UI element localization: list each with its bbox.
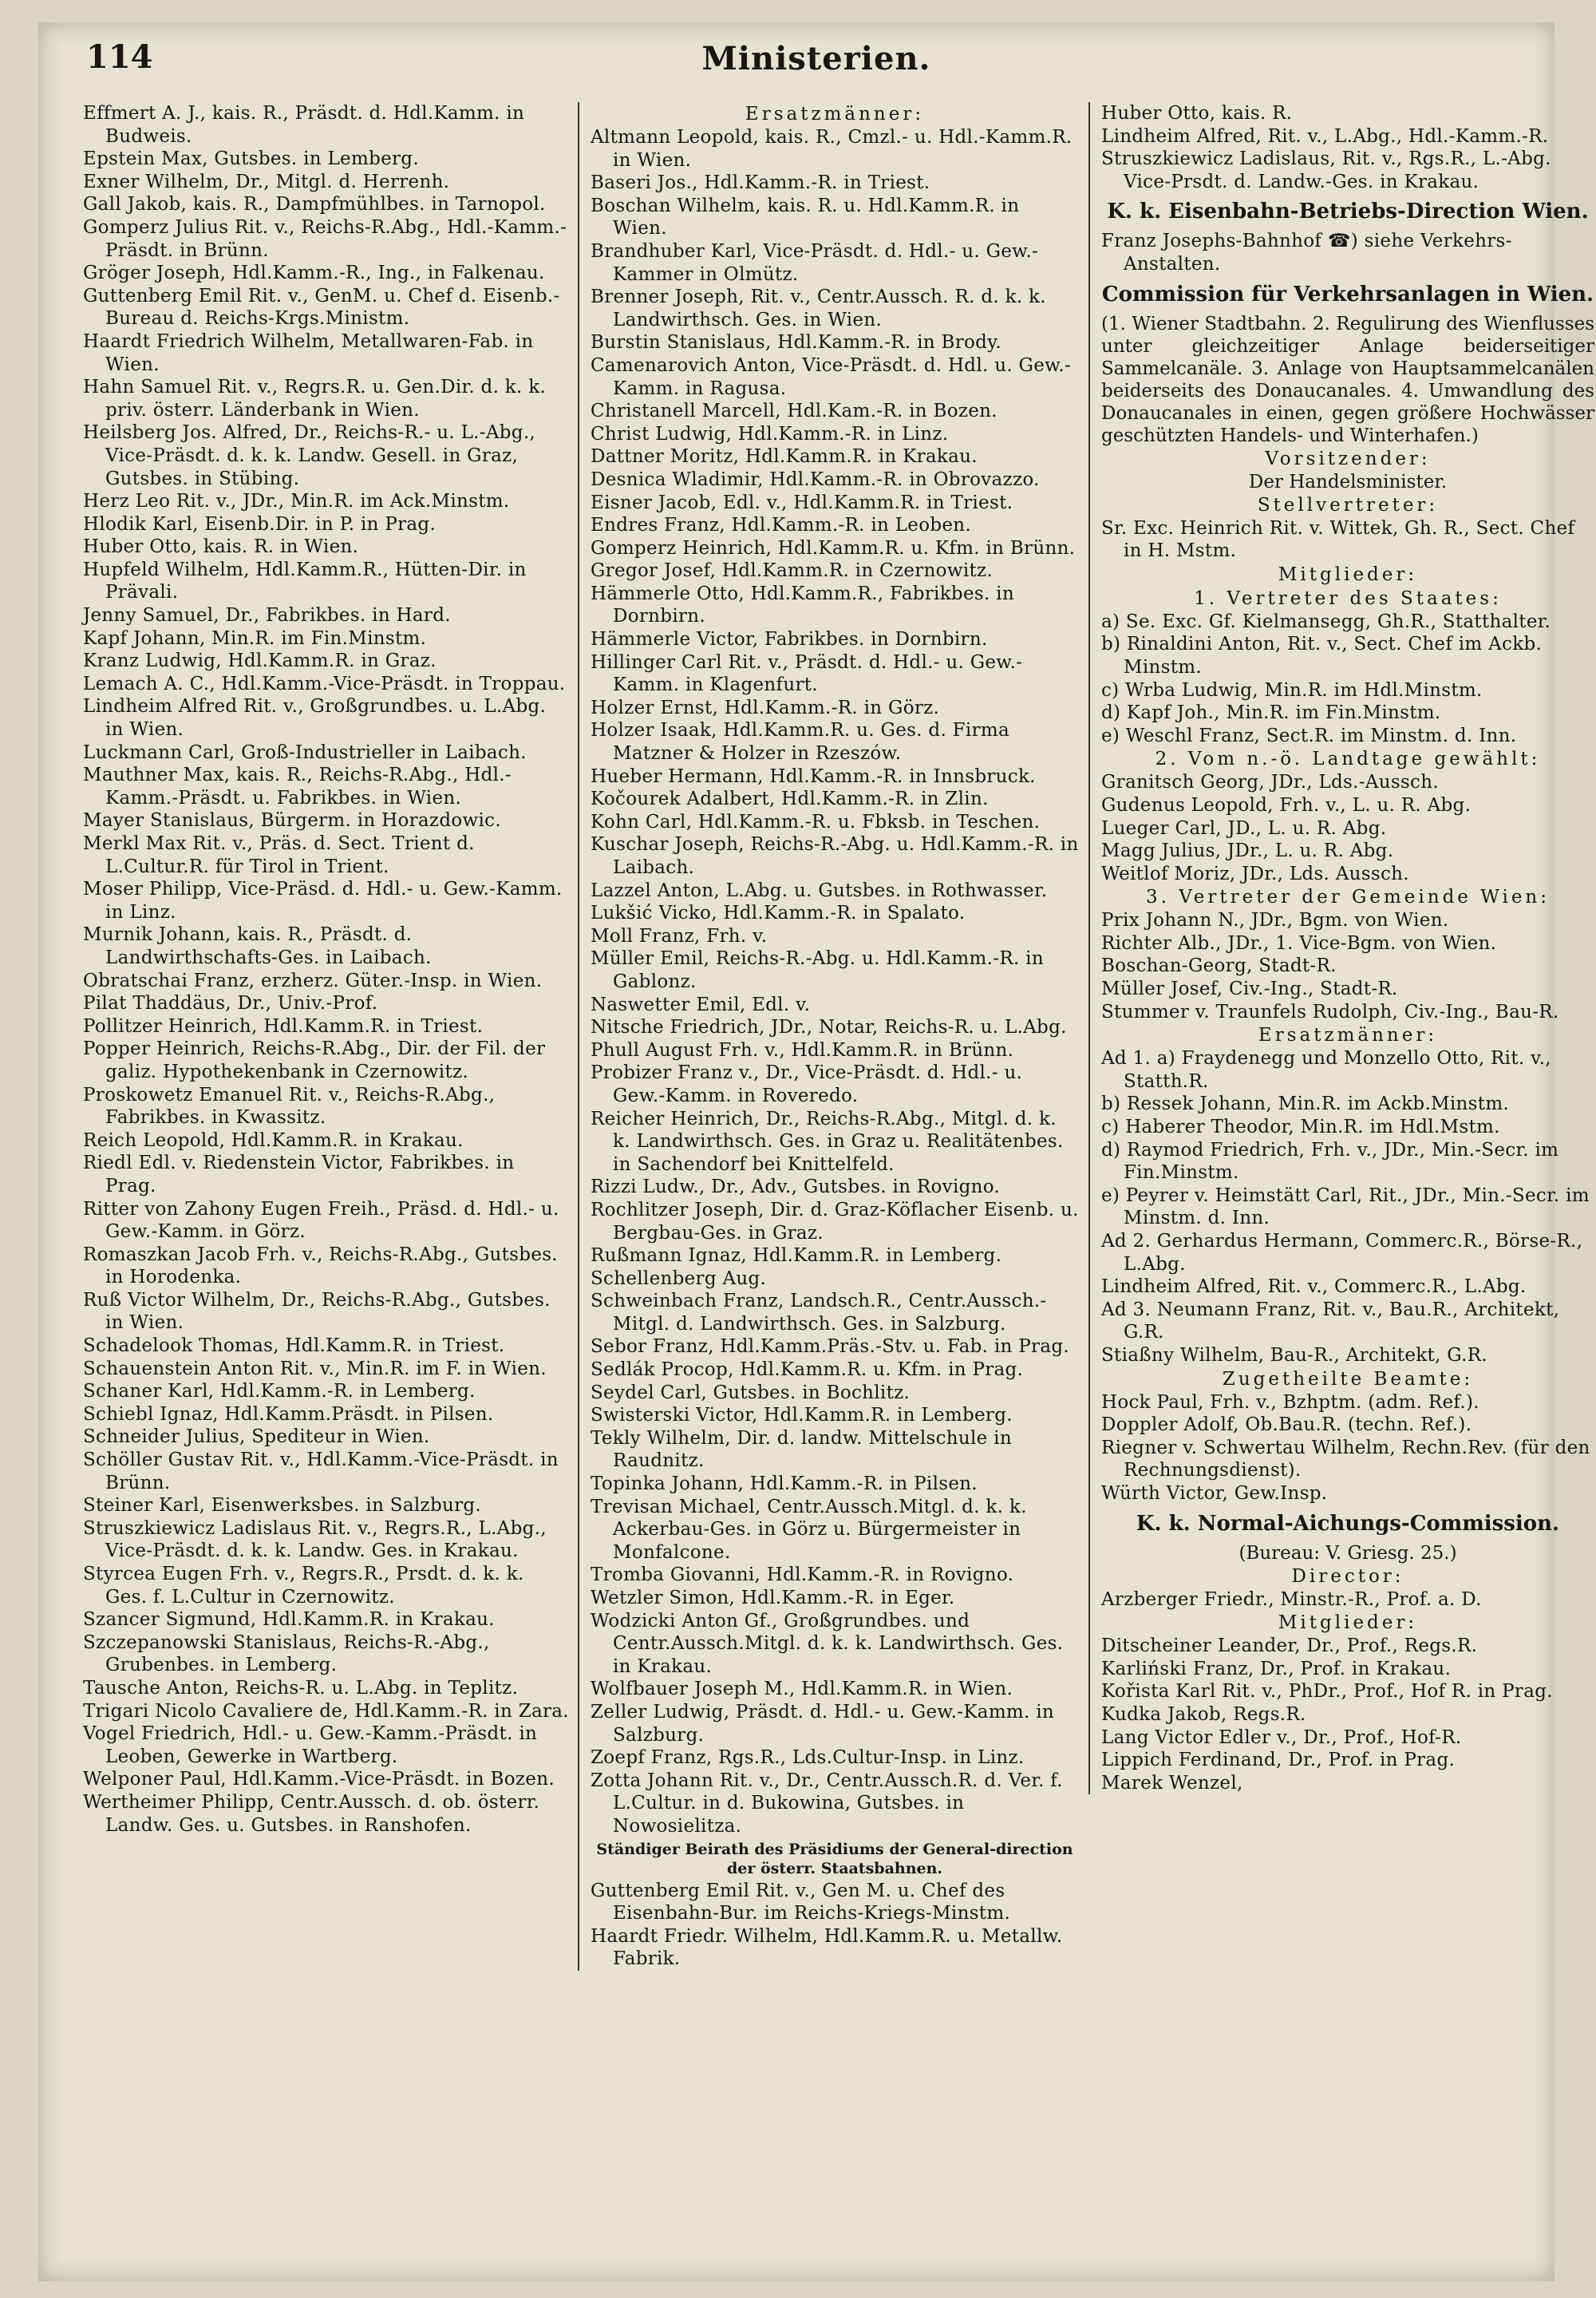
list-item: a) Se. Exc. Gf. Kielmansegg, Gh.R., Statthalter. bbox=[1101, 611, 1551, 632]
list-item: Ruß Victor Wilhelm, Dr., Reichs-R.Abg., Gutsbes. in Wien. bbox=[83, 1289, 551, 1334]
list-item: Heilsberg Jos. Alfred, Dr., Reichs-R.- u. L.-Abg., Vice-Präsdt. d. k. k. Landw. Gesell. in Graz, Gutsbes. in Stübing. bbox=[83, 422, 536, 489]
list-item: Phull August Frh. v., Hdl.Kamm.R. in Brünn. bbox=[591, 1039, 1014, 1061]
list-item: Müller Emil, Reichs-R.-Abg. u. Hdl.Kamm.-R. in Gablonz. bbox=[591, 948, 1044, 992]
beamte-list bbox=[1101, 1391, 1594, 1505]
list-item: Huber Otto, kais. R. in Wien. bbox=[83, 536, 359, 558]
list-item: Naswetter Emil, Edl. v. bbox=[591, 994, 811, 1015]
list-item: Luckmann Carl, Groß-Industrieller in Laibach. bbox=[83, 742, 527, 763]
list-item: Weitlof Moriz, JDr., Lds. Aussch. bbox=[1101, 863, 1409, 884]
list-item: b) Rinaldini Anton, Rit. v., Sect. Chef im Ackb. Minstm. bbox=[1101, 634, 1543, 678]
list-item: Hupfeld Wilhelm, Hdl.Kamm.R., Hütten-Dir. in Prävali. bbox=[83, 559, 527, 603]
list-item: Boschan-Georg, Stadt-R. bbox=[1101, 955, 1337, 977]
list-item: Wolfbauer Joseph M., Hdl.Kamm.R. in Wien. bbox=[591, 1679, 1013, 1700]
list-item: Hahn Samuel Rit. v., Regrs.R. u. Gen.Dir. d. k. k. priv. österr. Länderbank in Wien. bbox=[83, 377, 547, 421]
list-item: Hueber Hermann, Hdl.Kamm.-R. in Innsbruck. bbox=[591, 765, 1036, 787]
list-item: Herz Leo Rit. v., JDr., Min.R. im Ack.Minstm. bbox=[83, 491, 510, 512]
list-item: Tausche Anton, Reichs-R. u. L.Abg. in Teplitz. bbox=[83, 1677, 519, 1699]
list-item: Schneider Julius, Spediteur in Wien. bbox=[83, 1426, 430, 1448]
list-item: Karliński Franz, Dr., Prof. in Krakau. bbox=[1101, 1658, 1452, 1679]
list-item: Ritter von Zahony Eugen Freih., Präsd. d. Hdl.- u. Gew.-Kamm. in Görz. bbox=[83, 1198, 559, 1243]
list-item: Hillinger Carl Rit. v., Präsdt. d. Hdl.- u. Gew.-Kamm. in Klagenfurt. bbox=[591, 651, 1023, 696]
list-item: Ad 2. Gerhardus Hermann, Commerc.R., Börse-R., L.Abg. bbox=[1101, 1231, 1583, 1275]
list-item: Vogel Friedrich, Hdl.- u. Gew.-Kamm.-Präsdt. in Leoben, Gewerke in Wartberg. bbox=[83, 1723, 538, 1767]
list-item: Dattner Moritz, Hdl.Kamm.R. in Krakau. bbox=[591, 446, 978, 468]
page-number: 114 bbox=[86, 38, 153, 76]
commission-heading: Commission für Verkehrsanlagen in Wien. bbox=[1101, 282, 1594, 307]
page bbox=[38, 22, 1594, 2281]
list-item: Guttenberg Emil Rit. v., Gen M. u. Chef des Eisenbahn-Bur. im Reichs-Kriegs-Minstm. bbox=[591, 1880, 1011, 1924]
list-item: Lippich Ferdinand, Dr., Prof. in Prag. bbox=[1101, 1750, 1456, 1771]
list-item: Rizzi Ludw., Dr., Adv., Gutsbes. in Rovigno. bbox=[591, 1177, 1001, 1198]
list-item: Gomperz Heinrich, Hdl.Kamm.R. u. Kfm. in Brünn. bbox=[591, 537, 1076, 559]
list-item: Gröger Joseph, Hdl.Kamm.-R., Ing., in Falkenau. bbox=[83, 263, 545, 284]
beamte-label: Zugetheilte Beamte: bbox=[1222, 1368, 1474, 1390]
list-item: Steiner Karl, Eisenwerksbes. in Salzburg. bbox=[83, 1495, 482, 1517]
list-item: c) Wrba Ludwig, Min.R. im Hdl.Minstm. bbox=[1101, 679, 1483, 701]
list-item: Würth Victor, Gew.Insp. bbox=[1101, 1482, 1328, 1504]
list-item: Pilat Thaddäus, Dr., Univ.-Prof. bbox=[83, 993, 378, 1015]
list-item: Gudenus Leopold, Frh. v., L. u. R. Abg. bbox=[1101, 794, 1472, 816]
list-item: e) Weschl Franz, Sect.R. im Minstm. d. Inn. bbox=[1101, 725, 1517, 746]
list-item: Lukšić Vicko, Hdl.Kamm.-R. in Spalato. bbox=[591, 903, 966, 924]
list-item: Doppler Adolf, Ob.Bau.R. (techn. Ref.). bbox=[1101, 1414, 1472, 1436]
list-item: Sebor Franz, Hdl.Kamm.Präs.-Stv. u. Fab. in Prag. bbox=[591, 1336, 1069, 1358]
director: Arzberger Friedr., Minstr.-R., Prof. a. D. bbox=[1101, 1588, 1482, 1610]
list-item: Reicher Heinrich, Dr., Reichs-R.Abg., Mitgl. d. k. k. Landwirthsch. Ges. in Graz u. Realitätenbes. in Sachendorf bei Knittelfeld. bbox=[591, 1108, 1064, 1175]
list-item: Christ Ludwig, Hdl.Kamm.-R. in Linz. bbox=[591, 423, 949, 445]
list-item: Nitsche Friedrich, JDr., Notar, Reichs-R. u. L.Abg. bbox=[591, 1017, 1067, 1038]
staat-list bbox=[1101, 611, 1594, 748]
ersatzmaenner-heading: Ersatzmänner: bbox=[745, 104, 925, 125]
beirath-list bbox=[591, 1880, 1079, 1971]
list-item: Kudka Jakob, Regs.R. bbox=[1101, 1703, 1306, 1725]
list-item: Reich Leopold, Hdl.Kamm.R. in Krakau. bbox=[83, 1129, 464, 1151]
aich-mitglieder-label: Mitglieder: bbox=[1278, 1612, 1418, 1634]
list-item: Lindheim Alfred, Rit. v., L.Abg., Hdl.-Kamm.-R. bbox=[1101, 125, 1549, 147]
stellvertreter-label: Stellvertreter: bbox=[1257, 494, 1439, 516]
list-item: Christanell Marcell, Hdl.Kam.-R. in Bozen. bbox=[591, 401, 998, 422]
list-item: Schellenberg Aug. bbox=[591, 1268, 767, 1289]
list-item: Exner Wilhelm, Dr., Mitgl. d. Herrenh. bbox=[83, 171, 450, 192]
list-item: Hämmerle Otto, Hdl.Kamm.R., Fabrikbes. in Dornbirn. bbox=[591, 583, 1014, 627]
list-item: Brandhuber Karl, Vice-Präsdt. d. Hdl.- u. Gew.-Kammer in Olmütz. bbox=[591, 240, 1039, 285]
list-item: Ad 3. Neumann Franz, Rit. v., Bau.R., Architekt, G.R. bbox=[1101, 1299, 1560, 1343]
list-item: Camenarovich Anton, Vice-Präsdt. d. Hdl. u. Gew.-Kamm. in Ragusa. bbox=[591, 354, 1072, 399]
list-item: Ad 1. a) Fraydenegg und Monzello Otto, Rit. v., Statth.R. bbox=[1101, 1048, 1551, 1092]
list-item: Huber Otto, kais. R. bbox=[1101, 103, 1293, 124]
list-item: Magg Julius, JDr., L. u. R. Abg. bbox=[1101, 840, 1394, 862]
vorsitzender: Der Handelsminister. bbox=[1248, 471, 1448, 492]
list-item: Kapf Johann, Min.R. im Fin.Minstm. bbox=[83, 627, 427, 649]
list-item: Hlodik Karl, Eisenb.Dir. in P. in Prag. bbox=[83, 513, 437, 535]
list-item: Burstin Stanislaus, Hdl.Kamm.-R. in Brody. bbox=[591, 332, 1002, 354]
page-title: Ministerien. bbox=[701, 40, 931, 77]
list-item: Moser Philipp, Vice-Präsd. d. Hdl.- u. Gew.-Kamm. in Linz. bbox=[83, 879, 563, 923]
list-item: Riegner v. Schwertau Wilhelm, Rechn.Rev. (für den Rechnungsdienst). bbox=[1101, 1437, 1590, 1481]
list-item: Lindheim Alfred, Rit. v., Commerc.R., L.Abg. bbox=[1101, 1276, 1527, 1298]
list-item: Holzer Isaak, Hdl.Kamm.R. u. Ges. d. Firma Matzner & Holzer in Rzeszów. bbox=[591, 720, 1010, 765]
list-item: Lueger Carl, JD., L. u. R. Abg. bbox=[1101, 817, 1387, 839]
list-item: Kočourek Adalbert, Hdl.Kamm.-R. in Zlin. bbox=[591, 789, 989, 810]
list-item: Pollitzer Heinrich, Hdl.Kamm.R. in Triest. bbox=[83, 1015, 484, 1037]
list-item: Schadelook Thomas, Hdl.Kamm.R. in Triest. bbox=[83, 1335, 505, 1357]
aich-mitglieder-list bbox=[1101, 1635, 1594, 1794]
vorsitzender-label: Vorsitzender: bbox=[1265, 448, 1431, 469]
list-item: Guttenberg Emil Rit. v., GenM. u. Chef d. Eisenb.-Bureau d. Reichs-Krgs.Ministm. bbox=[83, 285, 560, 330]
list-item: Proskowetz Emanuel Rit. v., Reichs-R.Abg., Fabrikbes. in Kwassitz. bbox=[83, 1084, 496, 1129]
ersatzmaenner-list bbox=[591, 126, 1079, 1838]
aichungs-heading: K. k. Normal-Aichungs-Commission. bbox=[1136, 1511, 1560, 1536]
list-item: Zotta Johann Rit. v., Dr., Centr.Aussch.R. d. Ver. f. L.Cultur. in d. Bukowina, Gutsbes. in Nowosielitza. bbox=[591, 1770, 1063, 1837]
list-item: Rochlitzer Joseph, Dir. d. Graz-Köflacher Eisenb. u. Bergbau-Ges. in Graz. bbox=[591, 1199, 1079, 1244]
stellvertreter: Sr. Exc. Heinrich Rit. v. Wittek, Gh. R., Sect. Chef in H. Mstm. bbox=[1101, 517, 1575, 562]
list-item: Effmert A. J., kais. R., Präsdt. d. Hdl.Kamm. in Budweis. bbox=[83, 103, 525, 147]
list-item: Gall Jakob, kais. R., Dampfmühlbes. in Tarnopol. bbox=[83, 194, 546, 216]
list-item: Struszkiewicz Ladislaus, Rit. v., Rgs.R., L.-Abg. Vice-Prsdt. d. Landw.-Ges. in Krakau. bbox=[1101, 148, 1551, 192]
list-item: Moll Franz, Frh. v. bbox=[591, 925, 768, 947]
list-item: Swisterski Victor, Hdl.Kamm.R. in Lemberg. bbox=[591, 1405, 1013, 1426]
page-header bbox=[86, 38, 1547, 94]
list-item: Szczepanowski Stanislaus, Reichs-R.-Abg., Grubenbes. in Lemberg. bbox=[83, 1632, 490, 1676]
list-item: e) Peyrer v. Heimstätt Carl, Rit., JDr., Min.-Secr. im Minstm. d. Inn. bbox=[1101, 1185, 1590, 1229]
list-item: Seydel Carl, Gutsbes. in Bochlitz. bbox=[591, 1382, 911, 1403]
list-item: Riedl Edl. v. Riedenstein Victor, Fabrikbes. in Prag. bbox=[83, 1153, 515, 1196]
list-item: Marek Wenzel, bbox=[1101, 1772, 1243, 1794]
top-entries bbox=[1101, 102, 1594, 193]
eisenbahn-text: Franz Josephs-Bahnhof ☎) siehe Verkehrs-Anstalten. bbox=[1101, 231, 1512, 275]
aichungs-bureau: (Bureau: V. Griesg. 25.) bbox=[1238, 1542, 1457, 1564]
beirath-heading: Ständiger Beirath des Präsidiums der General-direction der österr. Staatsbahnen. bbox=[596, 1840, 1073, 1877]
list-item: Szancer Sigmund, Hdl.Kamm.R. in Krakau. bbox=[83, 1609, 495, 1631]
commission-text: (1. Wiener Stadtbahn. 2. Regulirung des Wienflusses unter gleichzeitiger Anlage beiderseitiger Sammelcanäle. 3. Anlage von Hauptsammelcanälen beiderseits des Donaucanales. 4. Umwandlung des Donaucanales in einen, gegen größere Hochwässer geschützten Handels- und Winterhafen.) bbox=[1101, 313, 1594, 446]
list-item: Hock Paul, Frh. v., Bzhptm. (adm. Ref.). bbox=[1101, 1391, 1479, 1413]
list-item: Romaszkan Jacob Frh. v., Reichs-R.Abg., Gutsbes. in Horodenka. bbox=[83, 1244, 558, 1288]
list-item: Desnica Wladimir, Hdl.Kamm.-R. in Obrovazzo. bbox=[591, 469, 1040, 490]
list-item: Tekly Wilhelm, Dir. d. landw. Mittelschule in Raudnitz. bbox=[591, 1427, 1012, 1472]
list-item: b) Ressek Johann, Min.R. im Ackb.Minstm. bbox=[1101, 1094, 1510, 1115]
landtag-label: 2. Vom n.-ö. Landtage gewählt: bbox=[1155, 749, 1541, 770]
list-item: Richter Alb., JDr., 1. Vice-Bgm. von Wien. bbox=[1101, 932, 1497, 954]
list-item: Ditscheiner Leander, Dr., Prof., Regs.R. bbox=[1101, 1635, 1478, 1657]
list-item: Baseri Jos., Hdl.Kamm.-R. in Triest. bbox=[591, 172, 930, 194]
list-item: Schiebl Ignaz, Hdl.Kamm.Präsdt. in Pilsen. bbox=[83, 1403, 494, 1425]
list-item: d) Kapf Joh., Min.R. im Fin.Minstm. bbox=[1101, 702, 1441, 724]
list-item: Hämmerle Victor, Fabrikbes. in Dornbirn. bbox=[591, 629, 988, 651]
list-item: Granitsch Georg, JDr., Lds.-Aussch. bbox=[1101, 772, 1439, 793]
list-item: Schöller Gustav Rit. v., Hdl.Kamm.-Vice-Präsdt. in Brünn. bbox=[83, 1450, 559, 1493]
list-item: Haardt Friedr. Wilhelm, Hdl.Kamm.R. u. Metallw. Fabrik. bbox=[591, 1925, 1063, 1970]
list-item: Epstein Max, Gutsbes. in Lemberg. bbox=[83, 148, 419, 170]
list-item: Lindheim Alfred Rit. v., Großgrundbes. u. L.Abg. in Wien. bbox=[83, 696, 547, 741]
ersatz-label: Ersatzmänner: bbox=[1258, 1025, 1438, 1046]
list-item: Merkl Max Rit. v., Präs. d. Sect. Trient d. L.Cultur.R. für Tirol in Trient. bbox=[83, 833, 475, 877]
list-item: Stummer v. Traunfels Rudolph, Civ.-Ing., Bau-R. bbox=[1101, 1001, 1559, 1022]
list-item: Zoepf Franz, Rgs.R., Lds.Cultur-Insp. in Linz. bbox=[591, 1747, 1025, 1769]
list-item: Wodzicki Anton Gf., Großgrundbes. und Centr.Aussch.Mitgl. d. k. k. Landwirthsch. Ges. in Krakau. bbox=[591, 1610, 1064, 1677]
list-item: Lazzel Anton, L.Abg. u. Gutsbes. in Rothwasser. bbox=[591, 880, 1048, 901]
list-item: Brenner Joseph, Rit. v., Centr.Aussch. R. d. k. k. Landwirthsch. Ges. in Wien. bbox=[591, 287, 1046, 330]
list-item: Wertheimer Philipp, Centr.Aussch. d. ob. österr. Landw. Ges. u. Gutsbes. in Ranshofen. bbox=[83, 1791, 540, 1836]
director-label: Director: bbox=[1291, 1565, 1404, 1587]
list-item: Boschan Wilhelm, kais. R. u. Hdl.Kamm.R. in Wien. bbox=[591, 195, 1020, 239]
list-item: Schauenstein Anton Rit. v., Min.R. im F. in Wien. bbox=[83, 1358, 547, 1379]
gemeinde-list bbox=[1101, 909, 1594, 1023]
list-item: Kořista Karl Rit. v., PhDr., Prof., Hof R. in Prag. bbox=[1101, 1681, 1553, 1703]
column-left bbox=[83, 102, 570, 1837]
list-item: Kohn Carl, Hdl.Kamm.-R. u. Fbksb. in Teschen. bbox=[591, 811, 1041, 833]
list-item: Müller Josef, Civ.-Ing., Stadt-R. bbox=[1101, 979, 1398, 1000]
list-item: Murnik Johann, kais. R., Präsdt. d. Landwirthschafts-Ges. in Laibach. bbox=[83, 924, 432, 968]
list-item: Prix Johann N., JDr., Bgm. von Wien. bbox=[1101, 910, 1449, 931]
column-right bbox=[1088, 102, 1594, 1794]
list-item: Gomperz Julius Rit. v., Reichs-R.Abg., Hdl.-Kamm.-Präsdt. in Brünn. bbox=[83, 216, 567, 261]
column-middle bbox=[578, 102, 1079, 1971]
list-item: Styrcea Eugen Frh. v., Regrs.R., Prsdt. d. k. k. Ges. f. L.Cultur in Czernowitz. bbox=[83, 1564, 524, 1608]
list-item: Topinka Johann, Hdl.Kamm.-R. in Pilsen. bbox=[591, 1473, 978, 1495]
staat-label: 1. Vertreter des Staates: bbox=[1194, 587, 1502, 609]
list-item: Mauthner Max, kais. R., Reichs-R.Abg., Hdl.-Kamm.-Präsdt. u. Fabrikbes. in Wien. bbox=[83, 765, 512, 809]
eisenbahn-heading: K. k. Eisenbahn-Betriebs-Direction Wien. bbox=[1107, 200, 1589, 224]
list-item: Rußmann Ignaz, Hdl.Kamm.R. in Lemberg. bbox=[591, 1245, 1002, 1267]
list-item: Zeller Ludwig, Präsdt. d. Hdl.- u. Gew.-Kamm. in Salzburg. bbox=[591, 1701, 1055, 1746]
list-item: Endres Franz, Hdl.Kamm.-R. in Leoben. bbox=[591, 515, 972, 536]
list-item: Schaner Karl, Hdl.Kamm.-R. in Lemberg. bbox=[83, 1381, 476, 1402]
ersatz-list bbox=[1101, 1047, 1594, 1367]
list-item: Kuschar Joseph, Reichs-R.-Abg. u. Hdl.Kamm.-R. in Laibach. bbox=[591, 834, 1079, 878]
list-item: Eisner Jacob, Edl. v., Hdl.Kamm.R. in Triest. bbox=[591, 492, 1013, 513]
list-item: Welponer Paul, Hdl.Kamm.-Vice-Präsdt. in Bozen. bbox=[83, 1769, 555, 1790]
list-item: Lang Victor Edler v., Dr., Prof., Hof-R. bbox=[1101, 1726, 1462, 1748]
list-item: d) Raymod Friedrich, Frh. v., JDr., Min.-Secr. im Fin.Minstm. bbox=[1101, 1139, 1559, 1184]
list-item: Haardt Friedrich Wilhelm, Metallwaren-Fab. in Wien. bbox=[83, 330, 534, 375]
list-item: Lemach A. C., Hdl.Kamm.-Vice-Präsdt. in Troppau. bbox=[83, 673, 566, 694]
list-item: c) Haberer Theodor, Min.R. im Hdl.Mstm. bbox=[1101, 1117, 1500, 1138]
list-item: Kranz Ludwig, Hdl.Kamm.R. in Graz. bbox=[83, 651, 437, 672]
list-item: Holzer Ernst, Hdl.Kamm.-R. in Görz. bbox=[591, 697, 940, 718]
list-item: Mayer Stanislaus, Bürgerm. in Horazdowic. bbox=[83, 810, 501, 832]
list-item: Tromba Giovanni, Hdl.Kamm.-R. in Rovigno. bbox=[591, 1564, 1014, 1586]
list-item: Schweinbach Franz, Landsch.R., Centr.Aussch.-Mitgl. d. Landwirthsch. Ges. in Salzburg. bbox=[591, 1291, 1047, 1335]
list-item: Popper Heinrich, Reichs-R.Abg., Dir. der Fil. der galiz. Hypothekenbank in Czernowitz. bbox=[83, 1038, 546, 1082]
list-item: Stiaßny Wilhelm, Bau-R., Architekt, G.R. bbox=[1101, 1344, 1487, 1366]
list-item: Sedlák Procop, Hdl.Kamm.R. u. Kfm. in Prag. bbox=[591, 1359, 1024, 1381]
list-item: Gregor Josef, Hdl.Kamm.R. in Czernowitz. bbox=[591, 560, 994, 582]
list-item: Struszkiewicz Ladislaus Rit. v., Regrs.R., L.Abg., Vice-Präsdt. d. k. k. Landw. Ges. in Krakau. bbox=[83, 1517, 547, 1562]
mitglieder-label: Mitglieder: bbox=[1278, 564, 1418, 585]
landtag-list bbox=[1101, 771, 1594, 885]
list-item: Trevisan Michael, Centr.Aussch.Mitgl. d. k. k. Ackerbau-Ges. in Görz u. Bürgermeister in Monfalcone. bbox=[591, 1496, 1027, 1563]
list-item: Altmann Leopold, kais. R., Cmzl.- u. Hdl.-Kamm.R. in Wien. bbox=[591, 127, 1073, 171]
list-item: Probizer Franz v., Dr., Vice-Präsdt. d. Hdl.- u. Gew.-Kamm. in Roveredo. bbox=[591, 1062, 1023, 1106]
gemeinde-label: 3. Vertreter der Gemeinde Wien: bbox=[1146, 887, 1550, 908]
list-item: Wetzler Simon, Hdl.Kamm.-R. in Eger. bbox=[591, 1588, 955, 1608]
list-item: Jenny Samuel, Dr., Fabrikbes. in Hard. bbox=[83, 605, 451, 627]
list-item: Obratschai Franz, erzherz. Güter.-Insp. in Wien. bbox=[83, 970, 543, 991]
list-item: Trigari Nicolo Cavaliere de, Hdl.Kamm.-R. in Zara. bbox=[83, 1700, 569, 1722]
